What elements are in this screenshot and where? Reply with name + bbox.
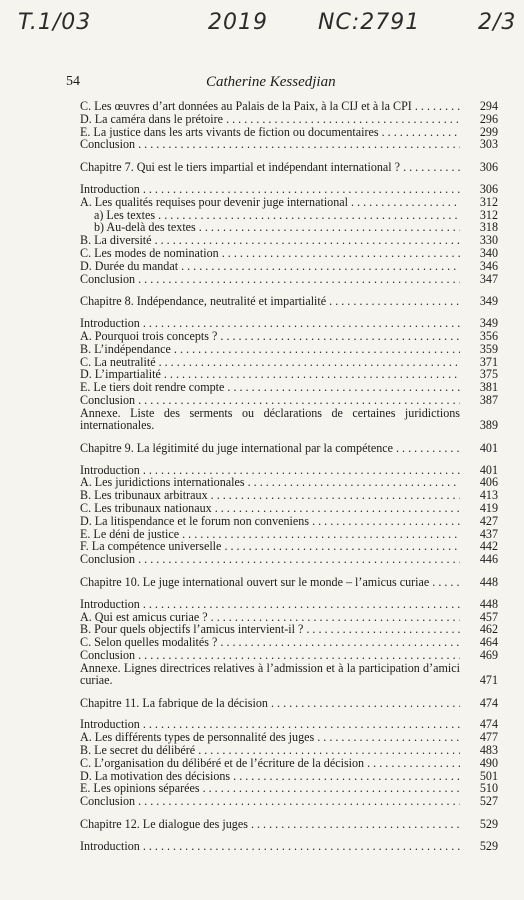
running-head: Catherine Kessedjian (206, 74, 336, 90)
toc-chapter[interactable] (0, 161, 524, 174)
toc-entry[interactable] (0, 464, 524, 477)
toc-entry-page: 294 (479, 99, 498, 113)
toc-entry-title: Chapitre 11. La fabrique de la décision . . . (80, 697, 460, 710)
toc-entry-page: 446 (479, 552, 498, 567)
toc-entry[interactable] (0, 368, 524, 381)
toc-entry[interactable] (0, 540, 524, 553)
toc-entry-page: 306 (479, 181, 498, 196)
toc-entry-title: C. Selon quelles modalités ? . . . (80, 636, 460, 649)
toc-entry-title: B. Le secret du délibéré . . . (80, 744, 460, 757)
chapter-spacer (0, 566, 524, 576)
toc-entry-title: Conclusion . . . (80, 795, 460, 808)
toc-entry-title: Conclusion . . . (80, 138, 460, 151)
toc-entry-title: Conclusion . . . (80, 649, 460, 662)
toc-entry-page: 375 (479, 367, 498, 382)
toc-entry-page: 527 (479, 794, 498, 809)
toc-entry-title: Annexe. Liste des serments ou déclarations de certaines juridictions internationales. (80, 406, 460, 432)
toc-entry-page: 490 (479, 755, 498, 770)
toc-entry-title: Introduction . . . (80, 317, 460, 330)
chapter-spacer (0, 687, 524, 697)
handwritten-volume: 2/3 (478, 10, 517, 35)
toc-entry[interactable] (0, 598, 524, 611)
toc-entry-title: A. Qui est amicus curiae ? . . . (80, 611, 460, 624)
toc-entry-page: 371 (479, 354, 498, 369)
toc-entry-page: 469 (479, 647, 498, 662)
toc-entry-title: B. Pour quels objectifs l’amicus intervient-il ? . . . (80, 623, 460, 636)
toc-entry[interactable] (0, 183, 524, 196)
toc-entry-page: 529 (479, 817, 498, 832)
toc-entry[interactable] (0, 100, 524, 113)
toc-entry-title: A. Pourquoi trois concepts ? . . . (80, 330, 460, 343)
toc-chapter[interactable] (0, 576, 524, 589)
toc-entry-page: 306 (479, 160, 498, 175)
toc-entry-page: 349 (479, 316, 498, 331)
toc-entry[interactable] (0, 489, 524, 502)
toc-entry-title: E. Le déni de justice . . . (80, 528, 460, 541)
toc-entry-page: 457 (479, 609, 498, 624)
toc-entry[interactable] (0, 394, 524, 407)
toc-entry[interactable] (0, 317, 524, 330)
toc-entry-title: Chapitre 12. Le dialogue des juges . . . (80, 818, 460, 831)
toc-entry-title: Conclusion . . . (80, 394, 460, 407)
toc-entry-title: a) Les textes . . . (94, 209, 460, 222)
toc-entry[interactable] (0, 209, 524, 222)
toc-entry-title: Introduction . . . (80, 598, 460, 611)
toc-entry-title: C. Les œuvres d’art données au Palais de la Paix, à la CIJ et à la CPI . . . (80, 100, 460, 113)
toc-entry[interactable] (0, 662, 524, 687)
toc-entry-page: 381 (479, 380, 498, 395)
toc-entry[interactable] (0, 611, 524, 624)
toc-entry-page: 474 (479, 695, 498, 710)
toc-entry-title: E. Les opinions séparées . . . (80, 782, 460, 795)
toc-entry[interactable] (0, 247, 524, 260)
chapter-gap (0, 455, 524, 464)
toc-entry[interactable] (0, 718, 524, 731)
toc-entry-page: 462 (479, 622, 498, 637)
page-number: 54 (66, 74, 80, 89)
toc-entry-page: 347 (479, 271, 498, 286)
toc-entry[interactable] (0, 113, 524, 126)
toc-entry-title: Introduction . . . (80, 718, 460, 731)
toc-entry[interactable] (0, 407, 524, 432)
toc-entry-title: Introduction . . . (80, 183, 460, 196)
toc-entry-title: E. Le tiers doit rendre compte . . . (80, 381, 460, 394)
toc-entry[interactable] (0, 273, 524, 286)
toc-entry-page: 406 (479, 475, 498, 490)
chapter-gap (0, 831, 524, 840)
toc-entry[interactable] (0, 757, 524, 770)
toc-entry-title: Chapitre 10. Le juge international ouvert sur le monde – l’amicus curiae . . . (80, 576, 460, 589)
toc-entry-title: Chapitre 9. La légitimité du juge international par la compétence . . . (80, 442, 460, 455)
toc-entry[interactable] (0, 515, 524, 528)
toc-entry-page: 413 (479, 488, 498, 503)
toc-entry-title: Annexe. Lignes directrices relatives à l’admission et à la participation d’amici curiae. (80, 661, 460, 687)
toc-chapter[interactable] (0, 442, 524, 455)
toc-entry-title: C. Les tribunaux nationaux . . . (80, 502, 460, 515)
toc-entry-page: 510 (479, 781, 498, 796)
toc-entry-page: 387 (479, 392, 498, 407)
handwritten-code: NC:2791 (318, 10, 421, 35)
chapter-spacer (0, 432, 524, 442)
chapter-spacer (0, 808, 524, 818)
toc-entry-title: A. Les différents types de personnalité des juges . . . (80, 731, 460, 744)
toc-entry-title: A. Les qualités requises pour devenir juge international . . . (80, 196, 460, 209)
toc-entry-page: 437 (479, 526, 498, 541)
toc-entry-title: Chapitre 7. Qui est le tiers impartial et indépendant international ? . . . (80, 161, 460, 174)
toc-entry-page: 401 (479, 440, 498, 455)
toc-entry-page: 356 (479, 328, 498, 343)
toc-chapter[interactable] (0, 818, 524, 831)
toc-entry-page: 401 (479, 462, 498, 477)
toc-entry[interactable] (0, 502, 524, 515)
handwritten-year: 2019 (208, 10, 268, 35)
toc-entry-page: 529 (479, 838, 498, 853)
toc-entry-page: 340 (479, 245, 498, 260)
toc-entry[interactable] (0, 381, 524, 394)
toc-entry-page: 483 (479, 743, 498, 758)
toc-entry-page: 448 (479, 596, 498, 611)
toc-entry-page: 442 (479, 539, 498, 554)
toc-entry[interactable] (0, 234, 524, 247)
toc-entry-title: Conclusion . . . (80, 273, 460, 286)
toc-entry-page: 346 (479, 258, 498, 273)
toc-entry[interactable] (0, 260, 524, 273)
toc-entry[interactable] (0, 221, 524, 234)
chapter-gap (0, 709, 524, 718)
toc-entry[interactable] (0, 782, 524, 795)
toc-entry-page: 312 (479, 207, 498, 222)
chapter-gap (0, 174, 524, 183)
toc-entry[interactable] (0, 623, 524, 636)
toc-entry[interactable] (0, 553, 524, 566)
chapter-spacer (0, 285, 524, 295)
toc-entry-title: D. L’impartialité . . . (80, 368, 460, 381)
toc-entry-title: Conclusion . . . (80, 553, 460, 566)
toc-entry-title: D. La litispendance et le forum non conveniens . . . (80, 515, 460, 528)
toc-entry-page: 299 (479, 124, 498, 139)
toc-entry-title: Introduction . . . (80, 840, 460, 853)
chapter-spacer (0, 151, 524, 161)
toc-entry-page: 477 (479, 730, 498, 745)
toc-entry-page: 427 (479, 513, 498, 528)
chapter-gap (0, 308, 524, 317)
toc-entry-title: B. La diversité . . . (80, 234, 460, 247)
toc-entry-title: D. La motivation des décisions . . . (80, 770, 460, 783)
toc-entry-title: Chapitre 8. Indépendance, neutralité et impartialité . . . (80, 295, 460, 308)
toc-entry[interactable] (0, 731, 524, 744)
toc-entry-page: 349 (479, 294, 498, 309)
toc-entry-page: 296 (479, 111, 498, 126)
table-of-contents (0, 100, 524, 853)
toc-entry-page: 312 (479, 194, 498, 209)
toc-entry-page: 464 (479, 635, 498, 650)
toc-entry[interactable] (0, 138, 524, 151)
toc-entry[interactable] (0, 840, 524, 853)
toc-entry-title: b) Au-delà des textes . . . (94, 221, 460, 234)
toc-entry-title: A. Les juridictions internationales . . . (80, 476, 460, 489)
toc-entry-page: 318 (479, 220, 498, 235)
toc-entry-title: D. Durée du mandat . . . (80, 260, 460, 273)
toc-entry-page: 448 (479, 574, 498, 589)
toc-chapter[interactable] (0, 295, 524, 308)
toc-entry-page: 330 (479, 233, 498, 248)
toc-entry-title: F. La compétence universelle . . . (80, 540, 460, 553)
toc-entry-page: 474 (479, 717, 498, 732)
page-header (66, 74, 494, 94)
toc-entry[interactable] (0, 126, 524, 139)
toc-entry[interactable] (0, 343, 524, 356)
toc-entry[interactable] (0, 330, 524, 343)
toc-entry-title: B. Les tribunaux arbitraux . . . (80, 489, 460, 502)
toc-entry[interactable] (0, 744, 524, 757)
toc-entry[interactable] (0, 636, 524, 649)
toc-entry-page: 419 (479, 500, 498, 515)
toc-entry-title: C. Les modes de nomination . . . (80, 247, 460, 260)
toc-entry-page: 389 (479, 417, 498, 432)
toc-entry-page: 359 (479, 341, 498, 356)
toc-entry[interactable] (0, 649, 524, 662)
toc-entry-title: B. L’indépendance . . . (80, 343, 460, 356)
chapter-gap (0, 589, 524, 598)
toc-entry[interactable] (0, 476, 524, 489)
handwritten-shelfmark: T.1/03 (18, 10, 92, 35)
toc-entry-title: C. L’organisation du délibéré et de l’écriture de la décision . . . (80, 757, 460, 770)
toc-entry-title: D. La caméra dans le prétoire . . . (80, 113, 460, 126)
toc-entry-page: 501 (479, 768, 498, 783)
toc-chapter[interactable] (0, 697, 524, 710)
toc-entry[interactable] (0, 196, 524, 209)
toc-entry-title: E. La justice dans les arts vivants de fiction ou documentaires . . . (80, 126, 460, 139)
toc-entry-page: 303 (479, 137, 498, 152)
toc-entry[interactable] (0, 356, 524, 369)
toc-entry-title: C. La neutralité . . . (80, 356, 460, 369)
toc-entry[interactable] (0, 528, 524, 541)
toc-entry-page: 471 (479, 672, 498, 687)
toc-entry[interactable] (0, 770, 524, 783)
toc-entry-title: Introduction . . . (80, 464, 460, 477)
toc-entry[interactable] (0, 795, 524, 808)
